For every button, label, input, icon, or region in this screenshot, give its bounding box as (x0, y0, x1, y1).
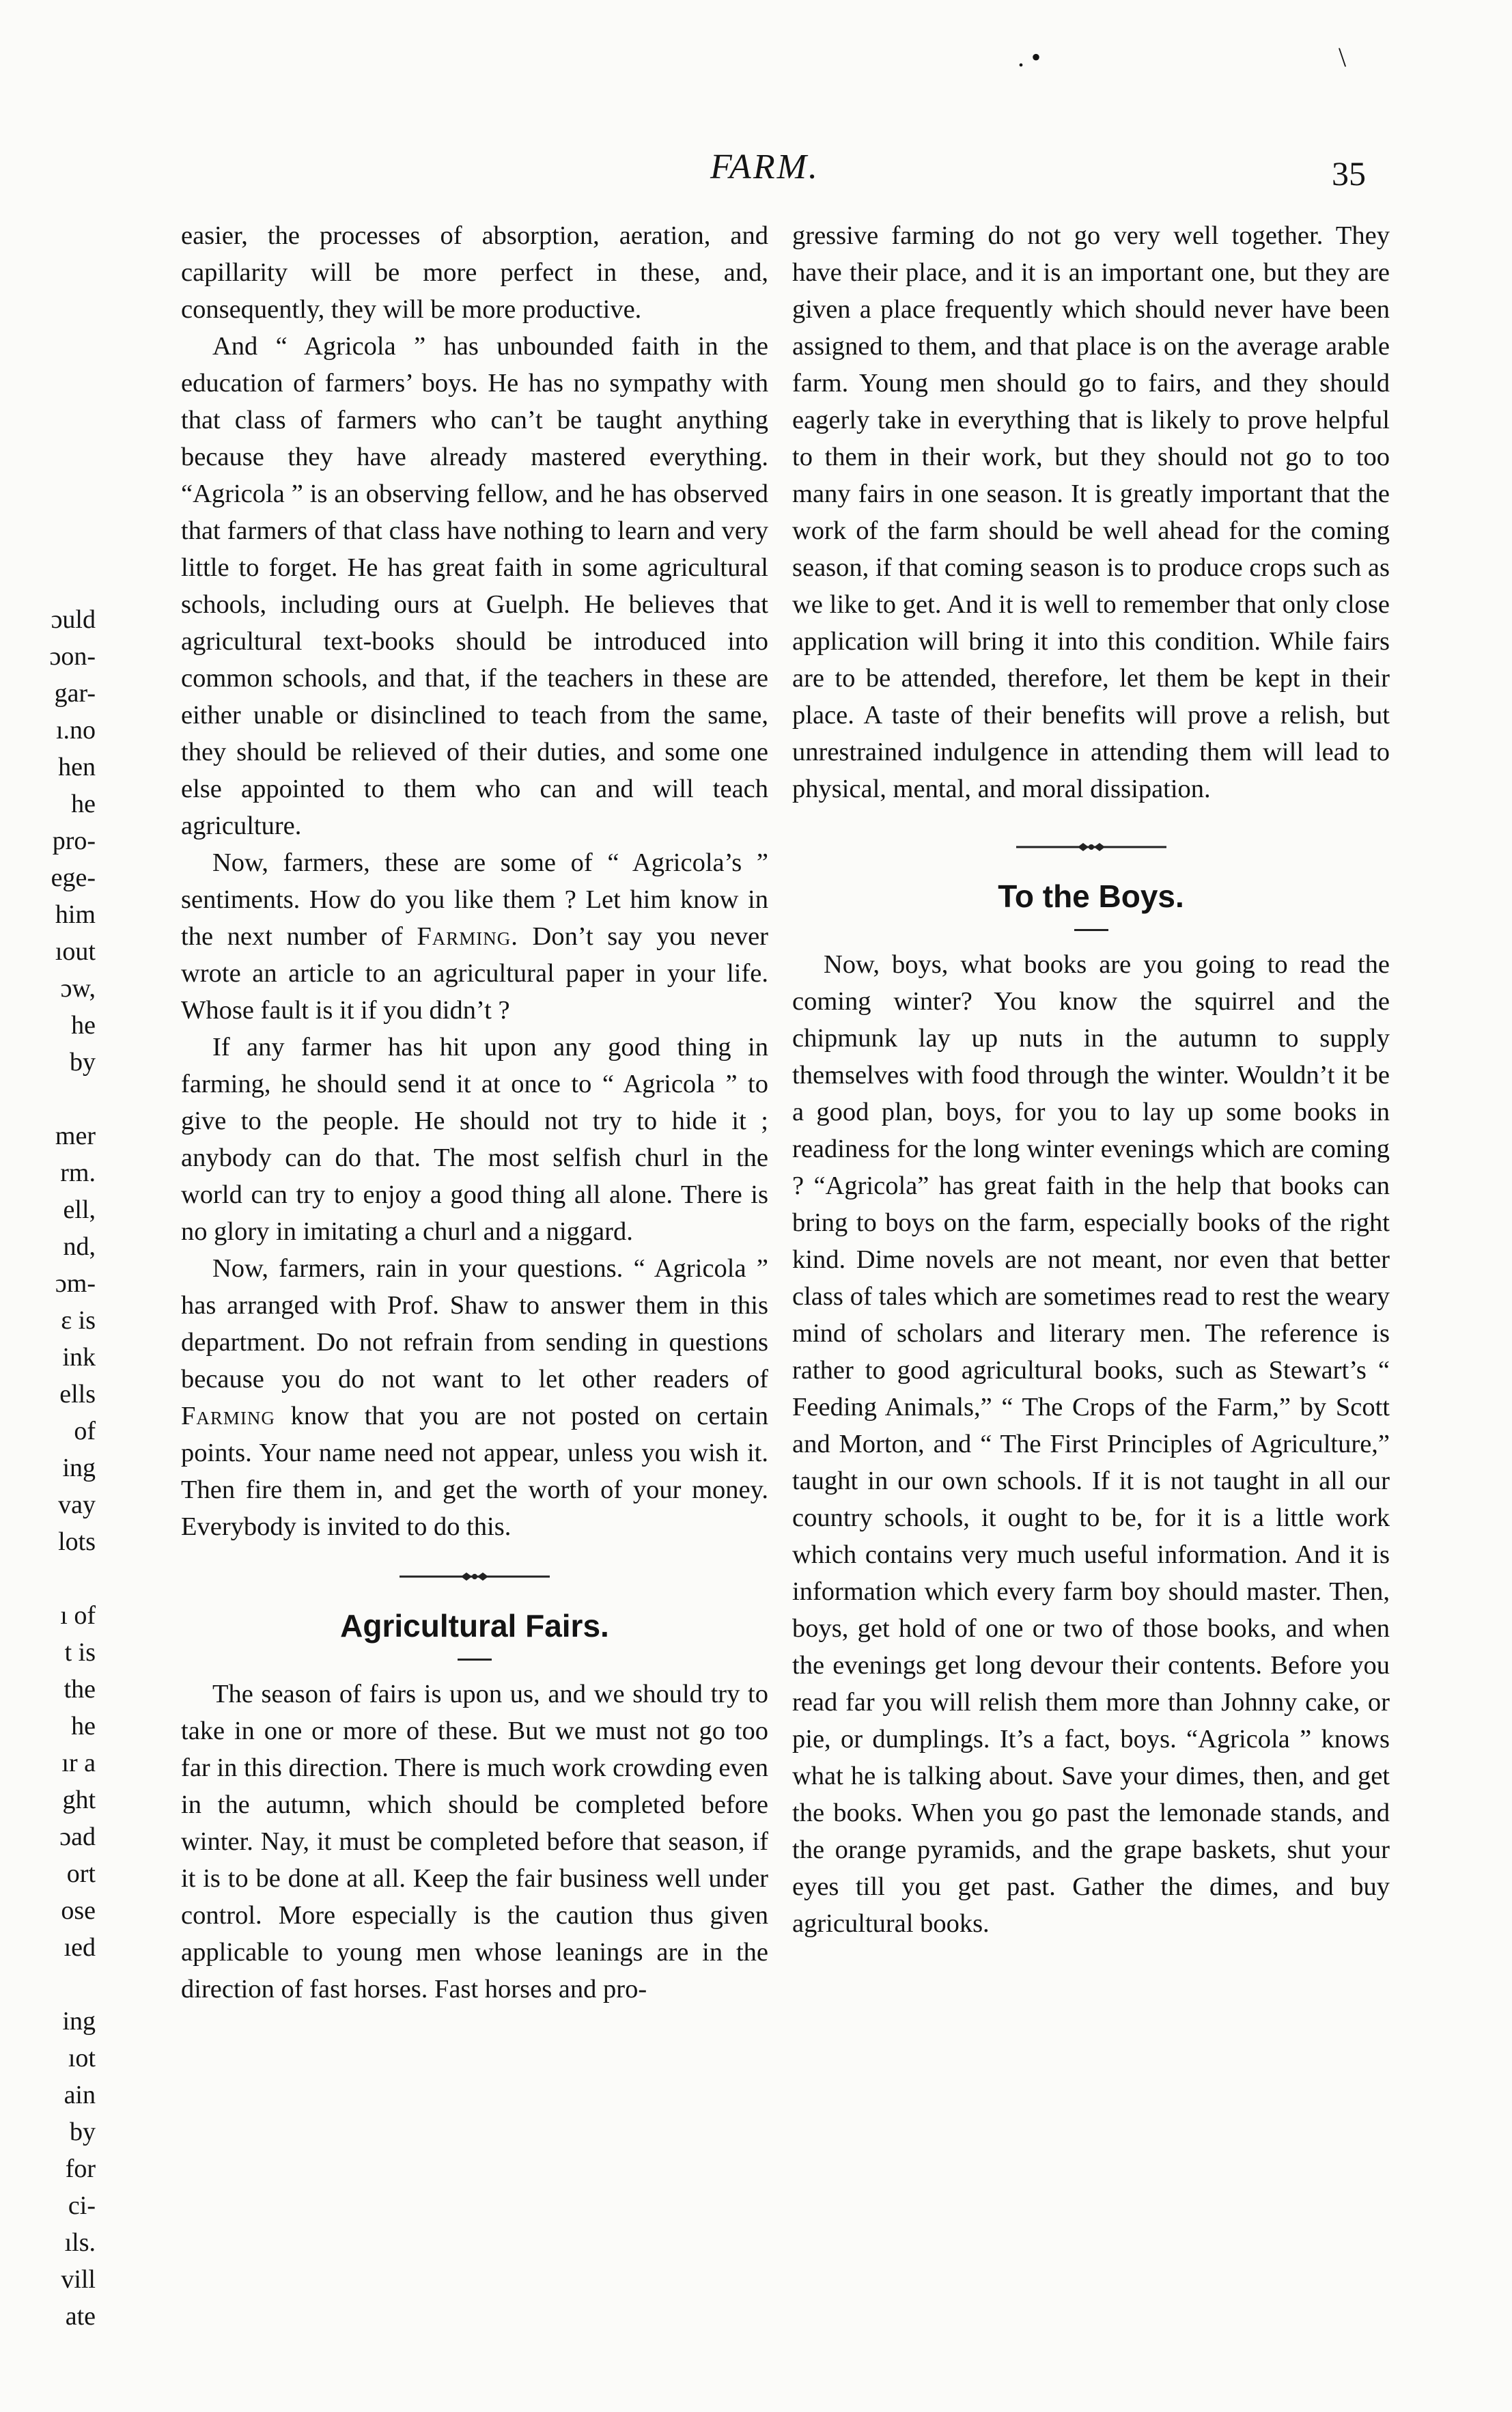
margin-fragment: ght (62, 1786, 96, 1814)
margin-fragment: ɔm- (55, 1269, 96, 1298)
margin-fragment: ing (62, 2007, 96, 2036)
margin-fragment: hen (58, 753, 96, 781)
ornamental-divider (181, 1557, 768, 1598)
margin-fragment: gar- (54, 679, 96, 708)
left-margin-fragments (0, 601, 96, 2335)
margin-fragment: ells (59, 1380, 96, 1409)
paragraph (181, 1250, 768, 1545)
margin-fragment: he (71, 790, 96, 818)
margin-fragment: ıed (64, 1933, 96, 1962)
margin-fragment: ose (61, 1896, 96, 1925)
margin-fragment: ɔuld (51, 605, 96, 634)
margin-fragment: mer (55, 1122, 96, 1150)
margin-fragment: ain (64, 2081, 96, 2109)
margin-fragment: ing (62, 1454, 96, 1482)
margin-fragment: ɛ is (61, 1306, 96, 1335)
margin-fragment: pro- (52, 827, 96, 855)
margin-fragment: rm. (60, 1159, 96, 1187)
margin-fragment: for (65, 2154, 96, 2183)
margin-fragment: ate (65, 2302, 96, 2331)
stray-marks: . • (1018, 42, 1041, 72)
margin-fragment: ci- (68, 2191, 96, 2220)
page-number: 35 (1332, 154, 1366, 193)
margin-fragment: ɔw, (60, 974, 96, 1003)
publication-name: Farming (181, 1402, 275, 1430)
margin-fragment: ɔon- (49, 642, 96, 671)
margin-fragment: he (71, 1712, 96, 1741)
paragraph (181, 844, 768, 1029)
paragraph: easier, the processes of absorption, aeration, and capillarity will be more perfect in these, and, consequently, they will be more productive. (181, 221, 768, 324)
section-heading: Agricultural Fairs. (340, 1608, 609, 1644)
margin-fragment: t is (64, 1638, 96, 1667)
margin-fragment: vay (58, 1491, 96, 1519)
margin-fragment: ɔad (59, 1822, 96, 1851)
margin-fragment: ı of (60, 1601, 96, 1630)
paragraph-text: Now, farmers, rain in your questions. “ Agricola ” has arranged with Prof. Shaw to answer them in this department. Do not refrain from sending in questions because you do not want to let other readers of (181, 1254, 768, 1394)
margin-fragment (0, 1966, 96, 2003)
margin-fragment: vill (61, 2265, 96, 2294)
margin-fragment: by (70, 2118, 96, 2146)
ornamental-divider (792, 828, 1390, 869)
margin-fragment: of (74, 1417, 96, 1445)
margin-fragment: ell, (63, 1195, 96, 1224)
paragraph: Now, boys, what books are you going to read the coming winter? You know the squirrel and the chipmunk lay up nuts in the autumn to supply themselves with food through the winter. Wouldn’t it be a good plan, boys, for you to lay up some books in readiness for the long winter evenings which are coming ? “Agricola” has great faith in the help that books can bring to boys on the farm, especially books of the right kind. Dime novels are not meant, nor even that better class of tales which are sometimes read to rest the weary mind of scholars and literary men. The reference is rather to good agricultural books, such as Stewart’s “ Feeding Animals,” “ The Crops of the Farm,” by Scott and Morton, and “ The First Principles of Agriculture,” taught in our own schools. If it is not taught in all our country schools, it ought to be, for it is a little work which contains very much useful information. And it is information which every farm boy should master. Then, boys, get hold of one or two of those books, and when the evenings get long devour their contents. Before you read far you will relish them more than Johnny cake, or pie, or dumplings. It’s a fact, boys. “Agricola ” knows what he is talking about. Save your dimes, then, and get the books. When you go past the lemonade stands, and the orange pyramids, and the grape baskets, shut your eyes till you get past. Gather the dimes, and buy agricultural books. (792, 950, 1390, 1938)
section-heading: To the Boys. (998, 878, 1184, 914)
margin-fragment: nd, (63, 1232, 96, 1261)
margin-fragment: by (70, 1048, 96, 1077)
corner-mark: \ (1339, 42, 1347, 72)
margin-fragment: he (71, 1011, 96, 1040)
heading-rule (458, 1659, 492, 1661)
margin-fragment: him (55, 900, 96, 929)
margin-fragment: ort (66, 1859, 96, 1888)
running-header: FARM. (710, 148, 820, 186)
margin-fragment: ıot (68, 2044, 96, 2073)
paragraph: The season of fairs is upon us, and we should try to take in one or more of these. But we must not go too far in this direction. There is much work crowding even in the autumn, which should be completed before winter. Nay, it must be completed before that season, if it is to be done at all. Keep the fair business well under control. More especially is the caution thus given applicable to young men whose leanings are in the direction of fast horses. Fast horses and pro- (181, 1680, 768, 2004)
margin-fragment (0, 1560, 96, 1597)
margin-fragment: ı.no (55, 716, 96, 745)
heading-rule (1074, 929, 1108, 931)
left-column (181, 217, 768, 2008)
paragraph-text: know that you are not posted on certain points. Your name need not appear, unless you wish it. Then fire them in, and get the worth of your money. Everybody is invited to do this. (181, 1402, 768, 1541)
margin-fragment: ıout (55, 937, 96, 966)
margin-fragment: lots (58, 1527, 96, 1556)
paragraph-text: Don’t say you never wrote an article to an agricultural paper in your life. Whose fault is it if you didn’t ? (181, 922, 768, 1025)
margin-fragment: the (64, 1675, 96, 1704)
margin-fragment: ır a (61, 1749, 96, 1777)
publication-name: Farming. (417, 922, 518, 951)
paragraph: If any farmer has hit upon any good thing in farming, he should send it at once to “ Agricola ” to give to the people. He should not try to hide it ; anybody can do that. The most selfish churl in the world can try to enjoy a good thing all alone. There is no glory in imitating a churl and a niggard. (181, 1033, 768, 1246)
margin-fragment (0, 1081, 96, 1118)
margin-fragment: ink (62, 1343, 96, 1372)
right-column (792, 217, 1390, 1942)
paragraph-text: Now, farmers, these are some of “ Agricola’s ” sentiments. How do you like them ? Let him know in the next number of (181, 848, 768, 951)
paragraph: gressive farming do not go very well together. They have their place, and it is an important one, but they are given a place frequently which should never have been assigned to them, and that place is on the average arable farm. Young men should go to fairs, and they should eagerly take in everything that is likely to prove helpful to them in their work, but they should not go to too many fairs in one season. It is greatly important that the work of the farm should be well ahead for the coming season, if that coming season is to produce crops such as we like to get. And it is well to remember that only close application will bring it into this condition. While fairs are to be attended, therefore, let them be kept in their place. A taste of their benefits will prove a relish, but unrestrained indulgence in attending them will lead to physical, mental, and moral dissipation. (792, 221, 1390, 803)
margin-fragment: ege- (51, 863, 96, 892)
paragraph: And “ Agricola ” has unbounded faith in the education of farmers’ boys. He has no sympathy with that class of farmers who can’t be taught anything because they have already mastered everything. “Agricola ” is an observing fellow, and he has observed that farmers of that class have nothing to learn and very little to forget. He has great faith in some agricultural schools, including ours at Guelph. He believes that agricultural text-books should be introduced into common schools, and that, if the teachers in these are either unable or disinclined to teach from the same, they should be relieved of their duties, and some one else appointed to them who can and will teach agriculture. (181, 332, 768, 840)
margin-fragment: ıls. (64, 2228, 96, 2257)
